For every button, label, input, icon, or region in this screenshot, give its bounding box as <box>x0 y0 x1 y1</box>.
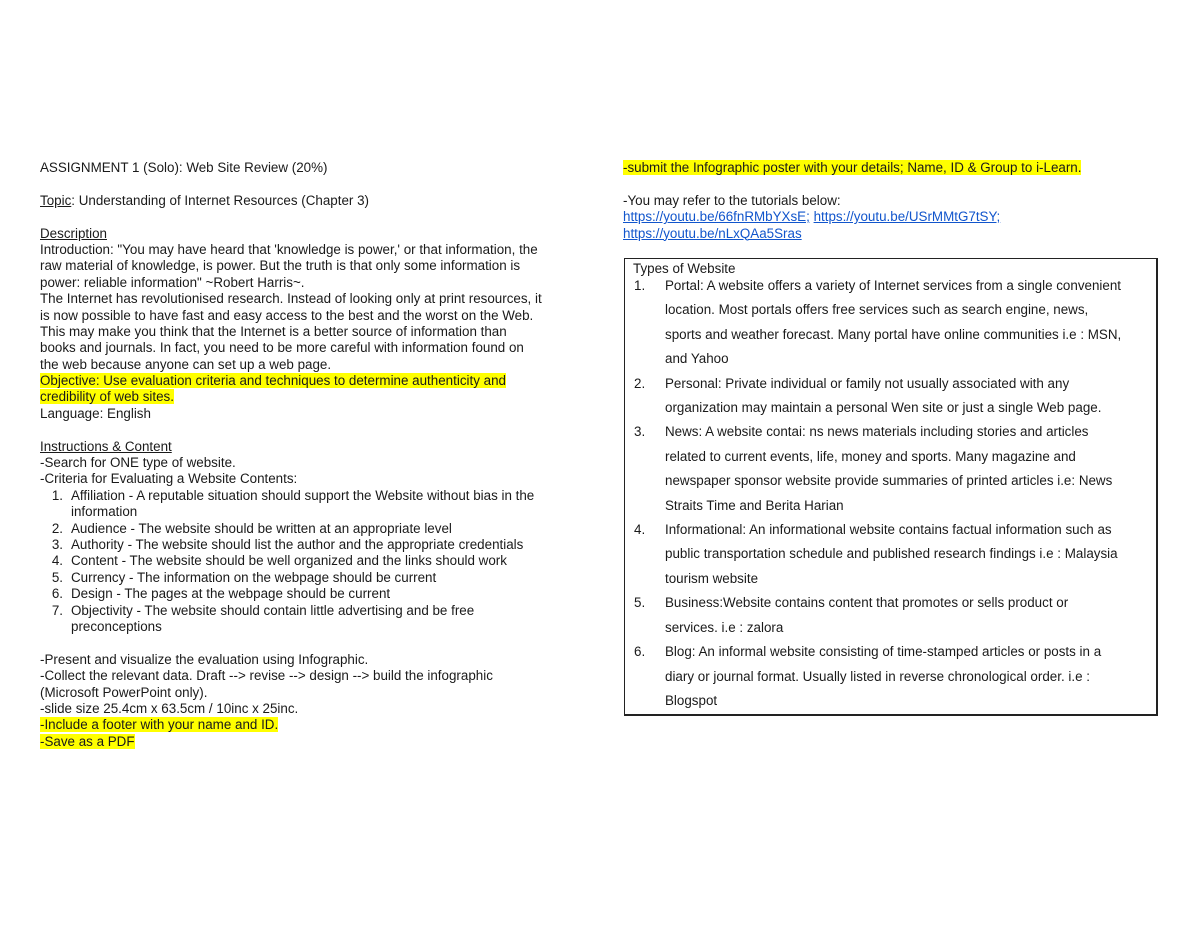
intro-line: is now possible to have fast and easy access to the best and the worst on the Web. <box>40 307 534 323</box>
slide-size-line: -slide size 25.4cm x 63.5cm / 10inc x 25inc. <box>40 700 299 716</box>
search-line: -Search for ONE type of website. <box>40 455 236 471</box>
criteria-item: 5. Currency - The information on the webpage should be current <box>51 569 437 585</box>
criteria-item: 3. Authority - The website should list the author and the appropriate credentials <box>51 536 524 552</box>
criteria-item: 2. Audience - The website should be written at an appropriate level <box>51 520 452 536</box>
footer-instruction: -Include a footer with your name and ID. <box>40 717 279 733</box>
criteria-item: 1. Affiliation - A reputable situation should support the Website without bias in the information <box>51 487 535 520</box>
type-item-informational: 4. Informational: An informational website contains factual information such as public transportation schedule and published research findings i.e : Malaysia tourism website <box>634 522 1118 586</box>
criteria-list <box>40 488 542 636</box>
intro-line: the web because anyone can set up a web page. <box>40 356 332 372</box>
assignment-title: ASSIGNMENT 1 (Solo): Web Site Review (20%) <box>40 160 328 175</box>
intro-line: raw material of knowledge, is power. But the truth is that only some information is <box>40 258 521 274</box>
instructions-heading: Instructions & Content <box>40 438 172 454</box>
submit-instruction: -submit the Infographic poster with your details; Name, ID & Group to i-Learn. <box>623 160 1082 175</box>
box-title: Types of Website <box>633 261 736 276</box>
topic-line <box>40 193 542 209</box>
language-line: Language: English <box>40 405 151 421</box>
collect-line-cont: (Microsoft PowerPoint only). <box>40 684 208 700</box>
tutorial-link-1[interactable]: https://youtu.be/66fnRMbYXsE; <box>623 209 810 225</box>
present-line: -Present and visualize the evaluation using Infographic. <box>40 651 369 667</box>
intro-line: This may make you think that the Internet is a better source of information than <box>40 323 507 339</box>
type-item-news: 3. News: A website contai: ns news materials including stories and articles related to current events, life, money and sports. Many magazine and newspaper sponsor website provide summaries of printed articles i.e: News Straits Time and Berita Harian <box>634 424 1113 513</box>
criteria-heading: -Criteria for Evaluating a Website Contents: <box>40 471 298 487</box>
save-pdf-instruction: -Save as a PDF <box>40 733 135 749</box>
tutorial-link-3[interactable]: https://youtu.be/nLxQAa5Sras <box>623 225 802 241</box>
topic-text: : Understanding of Internet Resources (Chapter 3) <box>71 192 369 208</box>
type-item-portal: 1. Portal: A website offers a variety of Internet services from a single convenient location. Most portals offers free services such as search engine, news, sports and weather forecast. Many portal have online communities i.e : MSN, and Yahoo <box>634 278 1122 367</box>
topic-label: Topic <box>40 192 72 208</box>
type-item-blog: 6. Blog: An informal website consisting of time-stamped articles or posts in a diary or journal format. Usually listed in reverse chronological order. i.e : Blogspot <box>634 644 1102 708</box>
description-heading: Description <box>40 225 107 241</box>
right-column <box>623 160 1081 242</box>
objective-line: Objective: Use evaluation criteria and techniques to determine authenticity and <box>40 373 506 389</box>
types-of-website-box <box>624 258 1158 716</box>
refer-line: -You may refer to the tutorials below: <box>623 192 841 208</box>
intro-line: books and journals. In fact, you need to be more careful with information found on <box>40 340 524 356</box>
intro-line: The Internet has revolutionised research. Instead of looking only at print resources, it <box>40 291 542 307</box>
type-item-business: 5. Business:Website contains content that promotes or sells product or services. i.e : zalora <box>634 595 1069 635</box>
intro-line: Introduction: "You may have heard that 'knowledge is power,' or that information, the <box>40 241 538 257</box>
left-column <box>40 160 542 750</box>
tutorial-link-2[interactable]: https://youtu.be/USrMMtG7tSY; <box>813 209 1001 225</box>
objective-line: credibility of web sites. <box>40 389 174 405</box>
criteria-item: 4. Content - The website should be well organized and the links should work <box>51 553 507 569</box>
types-list <box>625 274 1121 713</box>
intro-paragraph <box>40 242 542 373</box>
criteria-item: 6. Design - The pages at the webpage should be current <box>51 586 391 602</box>
intro-line: power: reliable information" ~Robert Harris~. <box>40 274 305 290</box>
type-item-personal: 2. Personal: Private individual or family not usually associated with any organization may maintain a personal Wen site or just a single Web page. <box>634 375 1102 416</box>
collect-line: -Collect the relevant data. Draft --> revise --> design --> build the infographic <box>40 668 493 684</box>
criteria-item: 7. Objectivity - The website should contain little advertising and be free preconceptions <box>51 602 475 634</box>
